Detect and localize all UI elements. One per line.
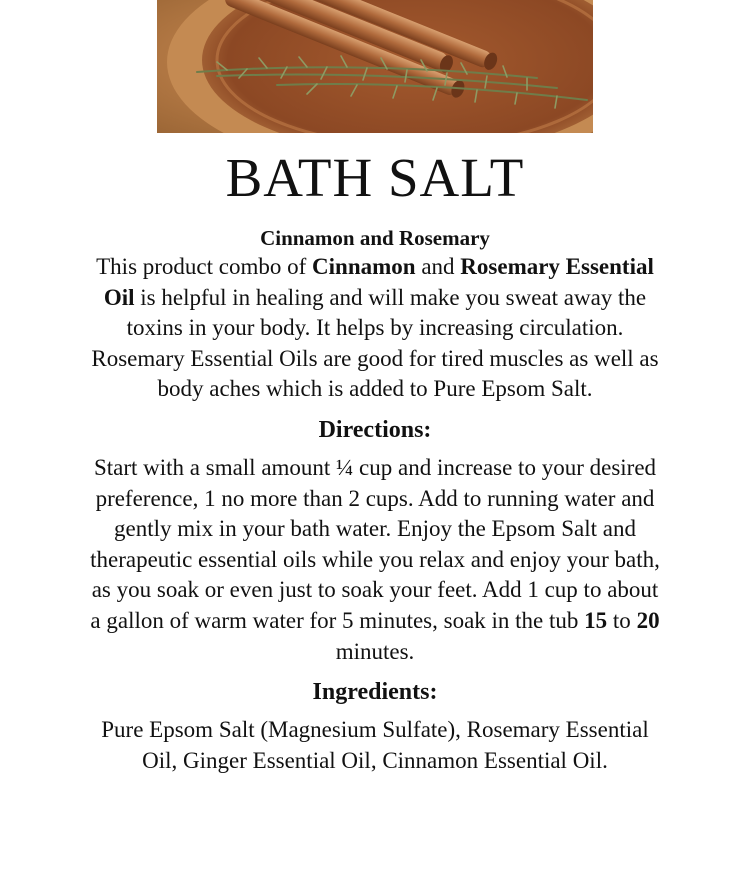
directions-heading: Directions: (318, 416, 432, 443)
product-photo (157, 0, 593, 133)
ingredients-text: Pure Epsom Salt (Magnesium Sulfate), Rosemary Essential Oil, Ginger Essential Oil, Cinnamon Essential Oil. (101, 717, 649, 773)
cinnamon-rosemary-image (157, 0, 593, 133)
directions-text: Start with a small amount ¼ cup and increase to your desired preference, 1 no more than 2 cups. Add to running water and gently mix in your bath water. Enjoy the Epsom Salt and therapeutic essential oils while you relax and enjoy your bath, as you soak or even just to soak your feet. Add 1 cup to about a gallon of warm water for 5 minutes, soak in the tub 15 to 20 minutes. (90, 454, 660, 664)
page-title: BATH SALT (225, 147, 525, 208)
product-subtitle: Cinnamon and Rosemary (260, 226, 490, 250)
product-description: This product combo of Cinnamon and Rosemary Essential Oil is helpful in healing and will make you sweat away the toxins in your body. It helps by increasing circulation. Rosemary Essential Oils are good for tired muscles as well as body aches which is added to Pure Epsom Salt. (91, 254, 659, 402)
product-content (90, 224, 660, 776)
ingredients-heading: Ingredients: (312, 679, 438, 706)
